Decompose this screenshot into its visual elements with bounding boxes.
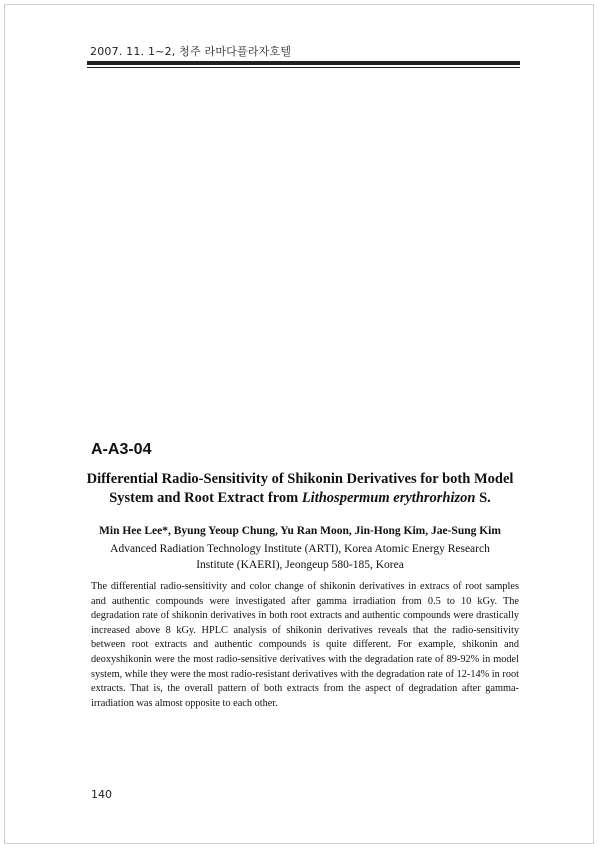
affiliation-line-1: Advanced Radiation Technology Institute (ARTI), Korea Atomic Energy Research (110, 543, 490, 555)
page-number: 140 (91, 788, 112, 801)
conference-header: 2007. 11. 1~2, 청주 라마다플라자호텔 (90, 45, 292, 58)
paper-code: A-A3-04 (91, 441, 152, 458)
title-text: Differential Radio-Sensitivity of Shikonin Derivatives for both Model System and Root Extract from (86, 471, 514, 506)
page-border (4, 4, 594, 844)
affiliation (80, 541, 520, 573)
paper-title (80, 470, 520, 508)
author-list: Min Hee Lee*, Byung Yeoup Chung, Yu Ran Moon, Jin-Hong Kim, Jae-Sung Kim (99, 525, 501, 537)
header-rule-thin (87, 67, 520, 68)
title-suffix: S. (475, 490, 491, 506)
header-rule-thick (87, 61, 520, 65)
title-species: Lithospermum erythrorhizon (301, 490, 476, 506)
abstract-text: The differential radio-sensitivity and color change of shikonin derivatives in extracs of root samples and authentic compounds were investigated after gamma irradiation from 0.5 to 10 kGy. The degradation rate of shikonin derivatives in both root extracts and authentic compounds were drastically increased above 8 kGy. HPLC analysis of shikonin derivatives reveals that the radio-sensitivity between root extracts and authentic compounds is quite different. For example, shikonin and deoxyshikonin were the most radio-sensitive derivatives with the degradation rate of 89-92% in model system, while they were the most radio-resistant derivatives with the degradation rate of 12-14% in root extracts. That is, the overall pattern of both extracts from the aspect of degradation after gamma-irradiation was almost opposite to each other. (91, 581, 519, 709)
affiliation-line-2: Institute (KAERI), Jeongeup 580-185, Korea (196, 559, 404, 571)
